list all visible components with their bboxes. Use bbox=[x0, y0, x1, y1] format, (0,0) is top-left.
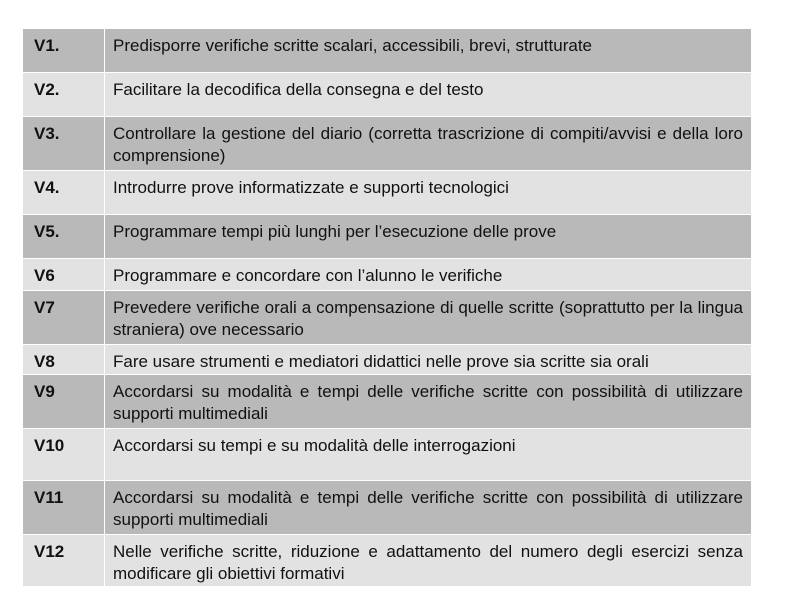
table-row bbox=[23, 429, 752, 481]
row-code: V10 bbox=[23, 429, 105, 481]
table-row bbox=[23, 29, 752, 73]
row-text: Prevedere verifiche orali a compensazione di quelle scritte (soprattutto per la lingua straniera) ove necessario bbox=[105, 291, 752, 345]
row-text: Accordarsi su tempi e su modalità delle interrogazioni bbox=[105, 429, 752, 481]
row-code: V2. bbox=[23, 73, 105, 117]
table-row bbox=[23, 171, 752, 215]
table-row bbox=[23, 73, 752, 117]
table-body bbox=[23, 29, 752, 587]
table-row bbox=[23, 117, 752, 171]
row-code: V4. bbox=[23, 171, 105, 215]
row-text: Predisporre verifiche scritte scalari, accessibili, brevi, strutturate bbox=[105, 29, 752, 73]
row-code: V1. bbox=[23, 29, 105, 73]
row-text: Programmare e concordare con l’alunno le verifiche bbox=[105, 259, 752, 291]
row-code: V11 bbox=[23, 481, 105, 535]
table-row bbox=[23, 481, 752, 535]
row-text: Facilitare la decodifica della consegna e del testo bbox=[105, 73, 752, 117]
row-code: V5. bbox=[23, 215, 105, 259]
table-row bbox=[23, 215, 752, 259]
row-text: Nelle verifiche scritte, riduzione e adattamento del numero degli esercizi senza modificare gli obiettivi formativi bbox=[105, 535, 752, 587]
table-row bbox=[23, 375, 752, 429]
row-text: Programmare tempi più lunghi per l’esecuzione delle prove bbox=[105, 215, 752, 259]
row-code: V6 bbox=[23, 259, 105, 291]
table-row bbox=[23, 291, 752, 345]
table-row bbox=[23, 345, 752, 375]
row-text: Accordarsi su modalità e tempi delle verifiche scritte con possibilità di utilizzare supporti multimediali bbox=[105, 375, 752, 429]
row-code: V3. bbox=[23, 117, 105, 171]
row-code: V8 bbox=[23, 345, 105, 375]
table-row bbox=[23, 535, 752, 587]
row-code: V12 bbox=[23, 535, 105, 587]
row-text: Accordarsi su modalità e tempi delle verifiche scritte con possibilità di utilizzare supporti multimediali bbox=[105, 481, 752, 535]
row-code: V7 bbox=[23, 291, 105, 345]
row-code: V9 bbox=[23, 375, 105, 429]
row-text: Fare usare strumenti e mediatori didattici nelle prove sia scritte sia orali bbox=[105, 345, 752, 375]
verification-strategies-table bbox=[22, 28, 752, 587]
row-text: Introdurre prove informatizzate e supporti tecnologici bbox=[105, 171, 752, 215]
table-row bbox=[23, 259, 752, 291]
row-text: Controllare la gestione del diario (corretta trascrizione di compiti/avvisi e della loro comprensione) bbox=[105, 117, 752, 171]
